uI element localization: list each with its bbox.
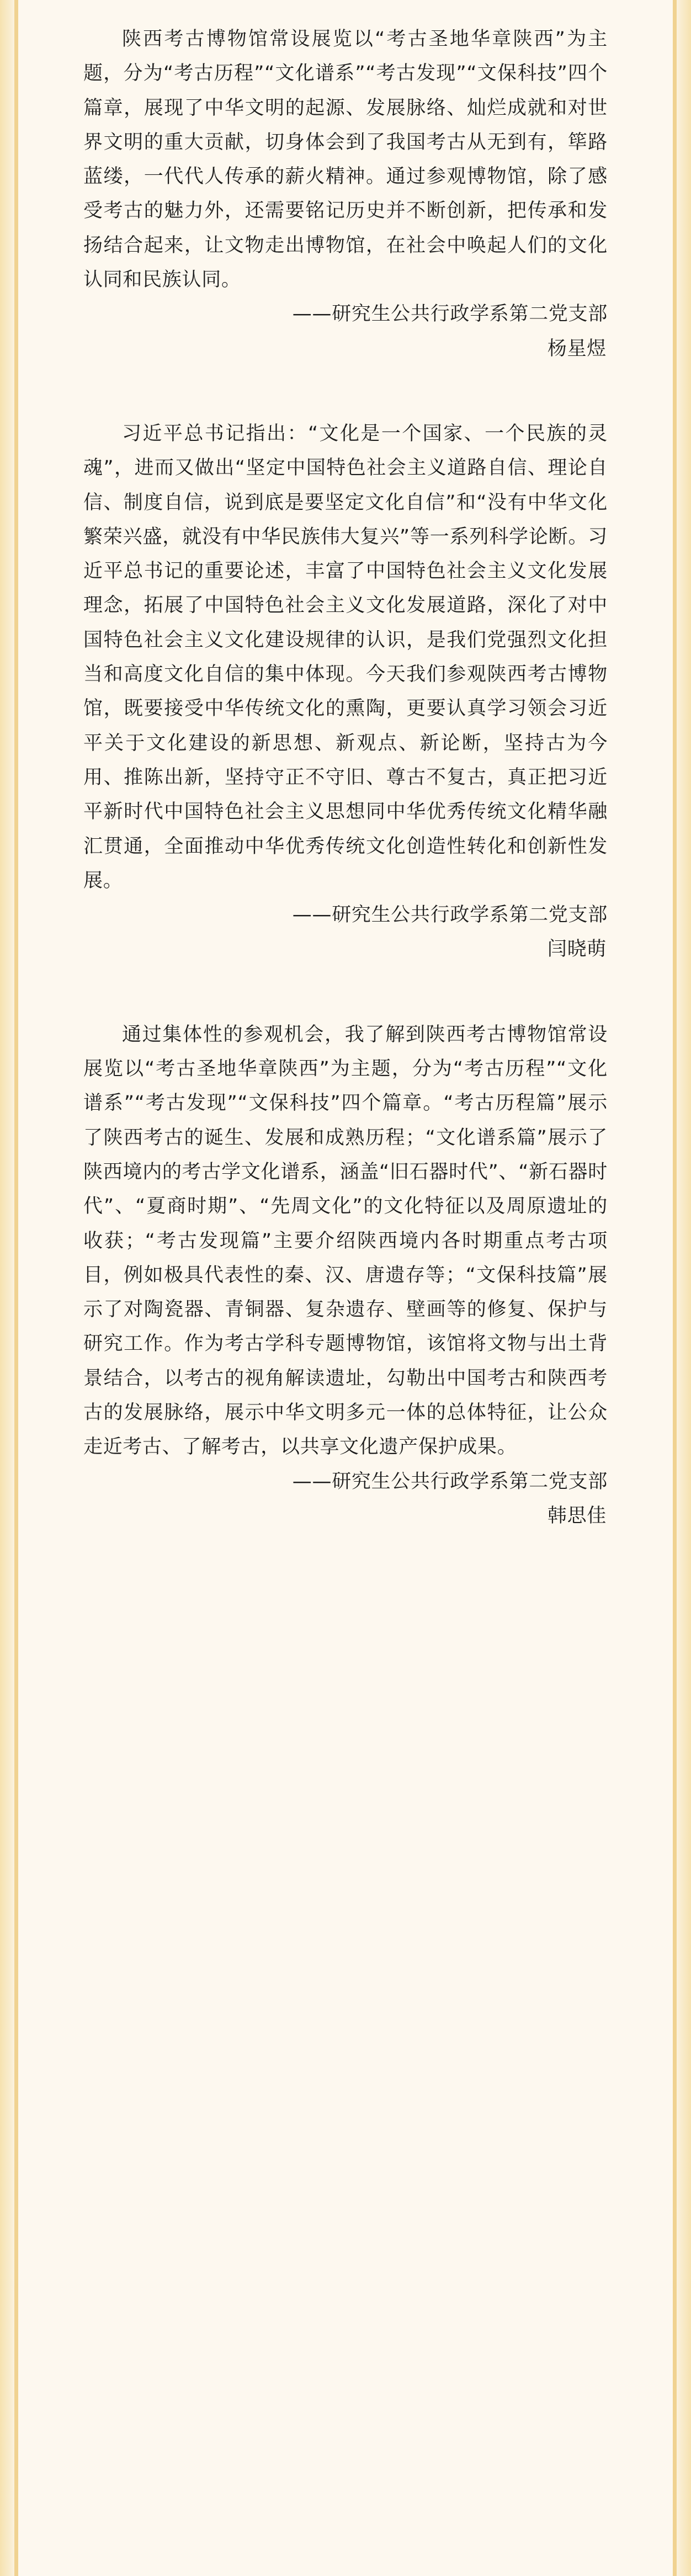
testimonial-entry bbox=[83, 1018, 608, 1533]
article-content bbox=[50, 22, 641, 1533]
entry-author-name: 闫晓萌 bbox=[547, 938, 607, 961]
entry-affiliation: ——研究生公共行政学系第二党支部 bbox=[292, 303, 608, 326]
entry-affiliation: ——研究生公共行政学系第二党支部 bbox=[292, 1470, 608, 1493]
decorative-ribbon-right bbox=[672, 0, 691, 2576]
ribbon-stripe-left bbox=[14, 0, 18, 2576]
entry-author-name: 韩思佳 bbox=[547, 1504, 607, 1527]
decorative-ribbon-left bbox=[0, 0, 19, 2576]
ribbon-stripe-right bbox=[673, 0, 677, 2576]
testimonial-entry bbox=[83, 417, 608, 967]
entry-body: 陕西考古博物馆常设展览以“考古圣地华章陕西”为主题，分为“考古历程”“文化谱系”“考古发现”“文保科技”四个篇章，展现了中华文明的起源、发展脉络、灿烂成就和对世界文明的重大贡献，切身体会到了我国考古从无到有，筚路蓝缕，一代代人传承的薪火精神。通过参观博物馆，除了感受考古的魅力外，还需要铭记历史并不断创新，把传承和发扬结合起来，让文物走出博物馆，在社会中唤起人们的文化认同和民族认同。 bbox=[83, 28, 608, 291]
entry-body: 通过集体性的参观机会，我了解到陕西考古博物馆常设展览以“考古圣地华章陕西”为主题，分为“考古历程”“文化谱系”“考古发现”“文保科技”四个篇章。“考古历程篇”展示了陕西考古的诞生、发展和成熟历程；“文化谱系篇”展示了陕西境内的考古学文化谱系，涵盖“旧石器时代”、“新石器时代”、“夏商时期”、“先周文化”的文化特征以及周原遗址的收获；“考古发现篇”主要介绍陕西境内各时期重点考古项目，例如极具代表性的秦、汉、唐遗存等；“文保科技篇”展示了对陶瓷器、青铜器、复杂遗存、壁画等的修复、保护与研究工作。作为考古学科专题博物馆，该馆将文物与出土背景结合，以考古的视角解读遗址，勾勒出中国考古和陕西考古的发展脉络，展示中华文明多元一体的总体特征，让公众走近考古、了解考古，以共享文化遗产保护成果。 bbox=[83, 1023, 608, 1459]
entry-body: 习近平总书记指出：“文化是一个国家、一个民族的灵魂”，进而又做出“坚定中国特色社会主义道路自信、理论自信、制度自信，说到底是要坚定文化自信”和“没有中华文化繁荣兴盛，就没有中华民族伟大复兴”等一系列科学论断。习近平总书记的重要论述，丰富了中国特色社会主义文化发展理念，拓展了中国特色社会主义文化发展道路，深化了对中国特色社会主义文化建设规律的认识，是我们党强烈文化担当和高度文化自信的集中体现。今天我们参观陕西考古博物馆，既要接受中华传统文化的熏陶，更要认真学习领会习近平关于文化建设的新思想、新观点、新论断，坚持古为今用、推陈出新，坚持守正不守旧、尊古不复古，真正把习近平新时代中国特色社会主义思想同中华优秀传统文化精华融汇贯通，全面推动中华优秀传统文化创造性转化和创新性发展。 bbox=[83, 422, 608, 892]
entry-affiliation: ——研究生公共行政学系第二党支部 bbox=[292, 904, 608, 927]
testimonial-entry bbox=[83, 22, 608, 366]
entry-author-name: 杨星煜 bbox=[547, 337, 607, 360]
